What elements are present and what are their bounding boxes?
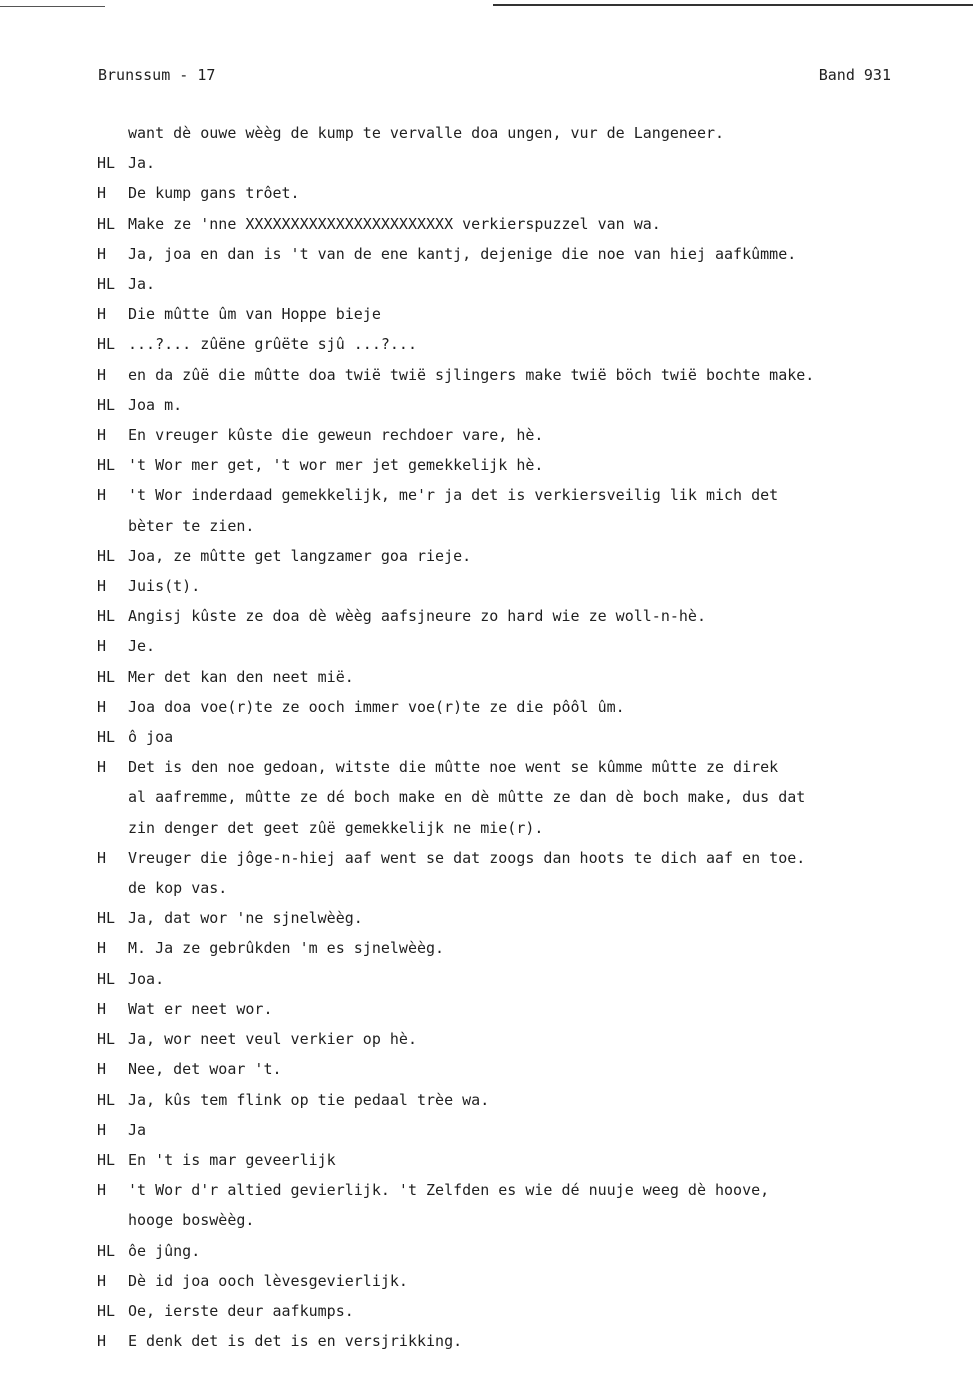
speaker-label	[97, 873, 128, 903]
speaker-label: H	[97, 577, 107, 596]
transcript-line	[97, 1175, 897, 1205]
speaker-label	[97, 782, 128, 812]
utterance-text: Wat er neet wor.	[128, 999, 273, 1018]
transcript-line	[97, 1024, 897, 1054]
speaker-label: H	[97, 758, 107, 777]
speaker-label: H	[97, 1332, 107, 1351]
transcript-line	[97, 148, 897, 178]
transcript-line	[97, 360, 897, 390]
utterance-text: En 't is mar geveerlijk	[128, 1150, 336, 1169]
speaker-label: H	[97, 1181, 107, 1200]
speaker-label: HL	[97, 969, 116, 988]
utterance-text: zin denger det geet zûë gemekkelijk ne mie(r).	[128, 818, 544, 837]
speaker-label: HL	[97, 214, 116, 233]
transcript-line	[97, 1145, 897, 1175]
speaker-label: HL	[97, 1090, 116, 1109]
transcript-line	[97, 662, 897, 692]
utterance-text: E denk det is det is en versjrikking.	[128, 1332, 463, 1351]
utterance-text: 't Wor inderdaad gemekkelijk, me'r ja det is verkiersveilig lik mich det	[128, 486, 779, 505]
utterance-text: ôe jûng.	[128, 1241, 201, 1260]
speaker-label: H	[97, 486, 107, 505]
transcript-line	[97, 601, 897, 631]
transcript-line	[97, 450, 897, 480]
speaker-label: H	[97, 1060, 107, 1079]
speaker-label	[97, 813, 128, 843]
speaker-label: H	[97, 939, 107, 958]
utterance-text: Angisj kûste ze doa dè wèèg aafsjneure zo hard wie ze woll-n-hè.	[128, 607, 706, 626]
utterance-text: Je.	[128, 637, 156, 656]
transcript-line	[97, 692, 897, 722]
transcript-line	[97, 873, 897, 903]
speaker-label: HL	[97, 275, 116, 294]
utterance-text: Ja	[128, 1120, 147, 1139]
utterance-text: Die mûtte ûm van Hoppe bieje	[128, 305, 381, 324]
utterance-text: Juis(t).	[128, 577, 201, 596]
utterance-text: Oe, ierste deur aafkumps.	[128, 1301, 354, 1320]
speaker-label	[97, 511, 128, 541]
speaker-label: HL	[97, 1150, 116, 1169]
utterance-text: 't Wor mer get, 't wor mer jet gemekkelijk hè.	[128, 456, 544, 475]
utterance-text: M. Ja ze gebrûkden 'm es sjnelwèèg.	[128, 939, 445, 958]
transcript-line	[97, 843, 897, 873]
transcript-line	[97, 1115, 897, 1145]
transcript-line	[97, 631, 897, 661]
utterance-text: Dè id joa ooch lèvesgevierlijk.	[128, 1271, 408, 1290]
transcript-line	[97, 299, 897, 329]
transcript-line	[97, 1266, 897, 1296]
transcript-line	[97, 269, 897, 299]
speaker-label	[97, 118, 128, 148]
utterance-text: Joa, ze mûtte get langzamer goa rieje.	[128, 546, 472, 565]
top-rule-right	[493, 4, 973, 6]
transcript-line	[97, 1085, 897, 1115]
utterance-text: Ja, kûs tem flink op tie pedaal trèe wa.	[128, 1090, 490, 1109]
speaker-label: H	[97, 848, 107, 867]
transcript-line	[97, 420, 897, 450]
transcript-line	[97, 209, 897, 239]
utterance-text: Joa doa voe(r)te ze ooch immer voe(r)te ze die pôôl ûm.	[128, 697, 625, 716]
utterance-text: al aafremme, mûtte ze dé boch make en dè mûtte ze dan dè boch make, dus dat	[128, 788, 806, 807]
transcript-line	[97, 1205, 897, 1235]
utterance-text: de kop vas.	[128, 879, 228, 898]
speaker-label: HL	[97, 395, 116, 414]
utterance-text: Ja, dat wor 'ne sjnelwèèg.	[128, 909, 363, 928]
speaker-label: H	[97, 365, 107, 384]
utterance-text: want dè ouwe wèèg de kump te vervalle doa ungen, vur de Langeneer.	[128, 124, 725, 142]
speaker-label: H	[97, 697, 107, 716]
speaker-label: HL	[97, 728, 116, 747]
top-rule-left	[0, 6, 105, 7]
utterance-text: Joa.	[128, 969, 165, 988]
utterance-text: en da zûë die mûtte doa twië twië sjlingers make twië böch twië bochte make.	[128, 365, 815, 384]
transcript-line	[97, 480, 897, 510]
transcript-line	[97, 1326, 897, 1356]
utterance-text: Ja.	[128, 275, 156, 294]
speaker-label	[97, 1205, 128, 1235]
transcript-line	[97, 782, 897, 812]
utterance-text: Ja, joa en dan is 't van de ene kantj, dejenige die noe van hiej aafkûmme.	[128, 244, 797, 263]
transcript-line	[97, 1054, 897, 1084]
utterance-text: ...?... zûëne grûëte sjû ...?...	[128, 335, 417, 354]
utterance-text: Vreuger die jôge-n-hiej aaf went se dat zoogs dan hoots te dich aaf en toe.	[128, 848, 806, 867]
speaker-label: H	[97, 999, 107, 1018]
transcript-line	[97, 178, 897, 208]
speaker-label: H	[97, 1120, 107, 1139]
utterance-text: Nee, det woar 't.	[128, 1060, 282, 1079]
speaker-label: HL	[97, 1030, 116, 1049]
utterance-text: En vreuger kûste die geweun rechdoer vare, hè.	[128, 426, 544, 445]
transcript-line	[97, 752, 897, 782]
speaker-label: HL	[97, 546, 116, 565]
utterance-text: Ja, wor neet veul verkier op hè.	[128, 1030, 417, 1049]
utterance-text: ô joa	[128, 728, 174, 747]
utterance-text: De kump gans trôet.	[128, 184, 300, 203]
transcript-line	[97, 1236, 897, 1266]
speaker-label: H	[97, 305, 107, 324]
speaker-label: HL	[97, 607, 116, 626]
speaker-label: H	[97, 184, 107, 203]
transcript-line	[97, 118, 897, 148]
utterance-text: Mer det kan den neet mië.	[128, 667, 354, 686]
speaker-label: H	[97, 244, 107, 263]
transcript-line	[97, 390, 897, 420]
transcript-line	[97, 964, 897, 994]
transcript-line	[97, 813, 897, 843]
utterance-text: Joa m.	[128, 395, 183, 414]
speaker-label: HL	[97, 456, 116, 475]
transcript-line	[97, 722, 897, 752]
utterance-text: Ja.	[128, 154, 156, 173]
transcript-line	[97, 541, 897, 571]
speaker-label: H	[97, 1271, 107, 1290]
utterance-text: Det is den noe gedoan, witste die mûtte noe went se kûmme mûtte ze direk	[128, 758, 779, 777]
speaker-label: H	[97, 426, 107, 445]
page-header-title: Brunssum - 17	[98, 66, 216, 84]
transcript-line	[97, 933, 897, 963]
transcript	[97, 118, 897, 1356]
speaker-label: HL	[97, 154, 116, 173]
utterance-text: 't Wor d'r altied gevierlijk. 't Zelfden es wie dé nuuje weeg dè hoove,	[128, 1181, 770, 1200]
transcript-line	[97, 511, 897, 541]
transcript-line	[97, 329, 897, 359]
transcript-line	[97, 994, 897, 1024]
speaker-label: HL	[97, 909, 116, 928]
page-header-band: Band 931	[818, 66, 891, 84]
utterance-text: Make ze 'nne XXXXXXXXXXXXXXXXXXXXXXX verkierspuzzel van wa.	[128, 214, 661, 233]
speaker-label: HL	[97, 667, 116, 686]
transcript-line	[97, 1296, 897, 1326]
utterance-text: hooge boswèèg.	[128, 1211, 255, 1230]
speaker-label: HL	[97, 335, 116, 354]
speaker-label: HL	[97, 1301, 116, 1320]
transcript-line	[97, 903, 897, 933]
speaker-label: H	[97, 637, 107, 656]
transcript-line	[97, 239, 897, 269]
speaker-label: HL	[97, 1241, 116, 1260]
transcript-line	[97, 571, 897, 601]
utterance-text: bèter te zien.	[128, 516, 255, 535]
